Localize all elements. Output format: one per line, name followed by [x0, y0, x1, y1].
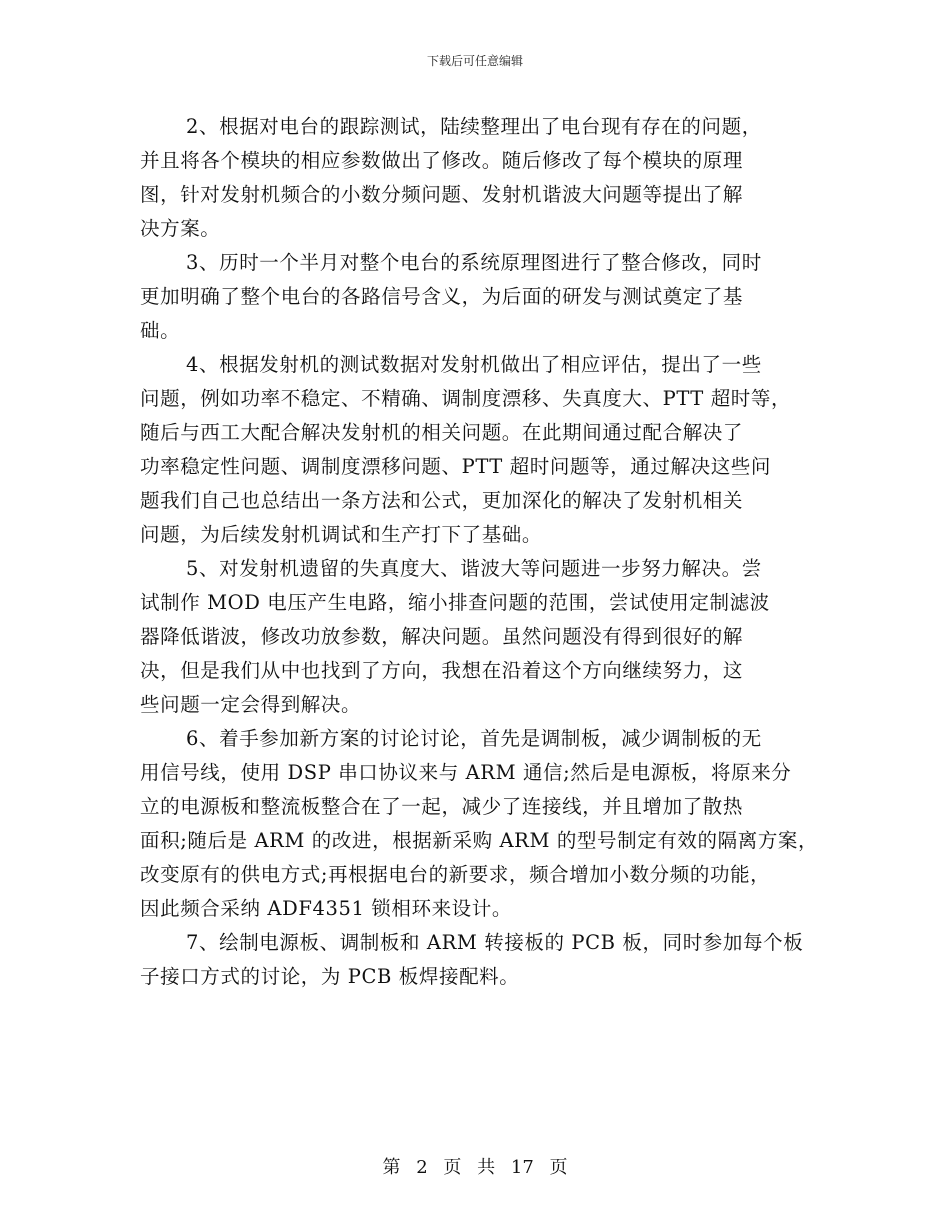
- text-line: 础。: [140, 319, 181, 342]
- text-line: 2、根据对电台的跟踪测试，陆续整理出了电台现有存在的问题，: [186, 115, 762, 138]
- text-line: 6、着手参加新方案的讨论讨论，首先是调制板，减少调制板的无: [186, 727, 762, 750]
- text-line: 问题，例如功率不稳定、不精确、调制度漂移、失真度大、PTT 超时等，: [140, 387, 792, 410]
- text-line: 改变原有的供电方式;再根据电台的新要求，频合增加小数分频的功能，: [140, 863, 771, 886]
- text-line: 4、根据发射机的测试数据对发射机做出了相应评估，提出了一些: [186, 353, 762, 376]
- paragraph-6: [140, 722, 820, 926]
- text-line: 问题，为后续发射机调试和生产打下了基础。: [140, 523, 543, 546]
- text-line: 些问题一定会得到解决。: [140, 693, 362, 716]
- text-line: 图，针对发射机频合的小数分频问题、发射机谐波大问题等提出了解: [140, 183, 744, 206]
- text-line: 立的电源板和整流板整合在了一起，减少了连接线，并且增加了散热: [140, 795, 744, 818]
- text-line: 因此频合采纳 ADF4351 锁相环来设计。: [140, 897, 512, 920]
- text-line: 器降低谐波，修改功放参数，解决问题。虽然问题没有得到很好的解: [140, 625, 744, 648]
- text-line: 随后与西工大配合解决发射机的相关问题。在此期间通过配合解决了: [140, 421, 744, 444]
- paragraph-5: [140, 552, 820, 722]
- page-header: 下载后可任意编辑: [426, 54, 523, 68]
- page-number: 2: [416, 1157, 428, 1178]
- paragraph-7: [140, 926, 820, 994]
- text-line: 3、历时一个半月对整个电台的系统原理图进行了整合修改，同时: [186, 251, 762, 274]
- text-line: 子接口方式的讨论，为 PCB 板焊接配料。: [140, 965, 520, 988]
- total-pages: 17: [510, 1157, 534, 1178]
- text-line: 题我们自己也总结出一条方法和公式，更加深化的解决了发射机相关: [140, 489, 744, 512]
- paragraph-4: [140, 348, 820, 552]
- text-line: 面积;随后是 ARM 的改进，根据新采购 ARM 的型号制定有效的隔离方案，: [140, 829, 819, 852]
- text-line: 用信号线，使用 DSP 串口协议来与 ARM 通信;然后是电源板，将原来分: [140, 761, 792, 784]
- text-line: 功率稳定性问题、调制度漂移问题、PTT 超时问题等，通过解决这些问: [140, 455, 771, 478]
- paragraph-3: [140, 246, 820, 348]
- text-line: 试制作 MOD 电压产生电路，缩小排查问题的范围，尝试使用定制滤波: [140, 591, 770, 614]
- text-line: 更加明确了整个电台的各路信号含义，为后面的研发与测试奠定了基: [140, 285, 744, 308]
- text-line: 决方案。: [140, 217, 221, 240]
- text-line: 并且将各个模块的相应参数做出了修改。随后修改了每个模块的原理: [140, 149, 744, 172]
- footer-suffix: 页: [549, 1157, 568, 1178]
- footer-prefix: 第: [382, 1157, 401, 1178]
- text-line: 5、对发射机遗留的失真度大、谐波大等问题进一步努力解决。尝: [186, 557, 762, 580]
- document-body: [140, 110, 820, 994]
- page-footer: [0, 1153, 950, 1179]
- paragraph-2: [140, 110, 820, 246]
- footer-middle: 页: [443, 1157, 462, 1178]
- text-line: 7、绘制电源板、调制板和 ARM 转接板的 PCB 板，同时参加每个板: [186, 931, 804, 954]
- footer-total-label: 共: [477, 1157, 496, 1178]
- text-line: 决，但是我们从中也找到了方向，我想在沿着这个方向继续努力，这: [140, 659, 744, 682]
